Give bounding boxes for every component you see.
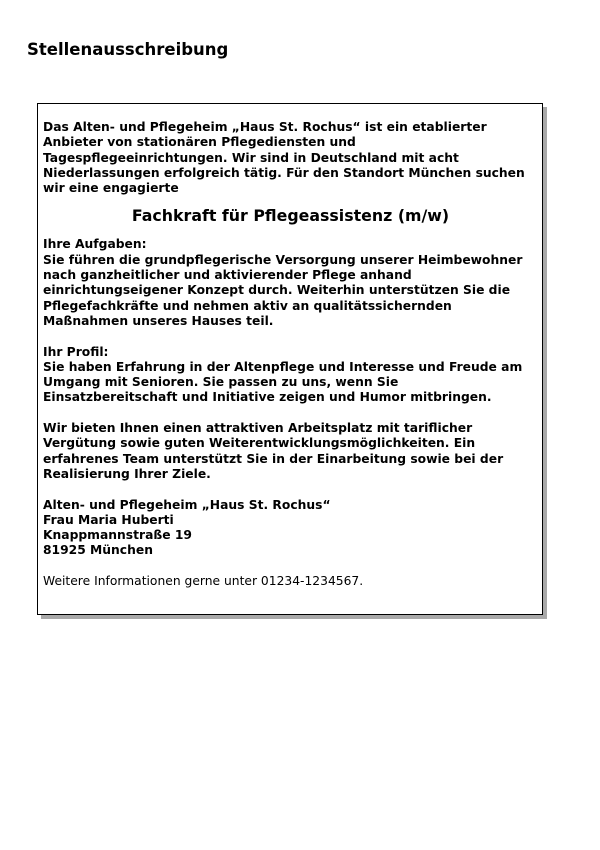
tasks-line: Maßnahmen unseres Hauses teil. xyxy=(43,313,274,328)
intro-line: Anbieter von stationären Pflegediensten und xyxy=(43,135,356,150)
intro-line: Tagespflegeeinrichtungen. Wir sind in Deutschland mit acht xyxy=(43,150,459,165)
profile-line: Einsatzbereitschaft und Initiative zeigen und Humor mitbringen. xyxy=(43,390,492,405)
offer-line: Vergütung sowie guten Weiterentwicklungsmöglichkeiten. Ein xyxy=(43,436,476,451)
job-title: Fachkraft für Pflegeassistenz (m/w) xyxy=(131,206,450,226)
offer-line: Realisierung Ihrer Ziele. xyxy=(43,466,211,481)
tasks-line: Pflegefachkräfte und nehmen aktiv an qualitätssichernden xyxy=(43,298,452,313)
spacer xyxy=(43,482,538,497)
contact-organization: Alten- und Pflegeheim „Haus St. Rochus“ xyxy=(43,497,331,512)
tasks-heading: Ihre Aufgaben: xyxy=(43,237,147,252)
spacer xyxy=(43,559,538,574)
job-ad-box xyxy=(37,103,543,615)
intro-line: wir eine engagierte xyxy=(43,181,179,196)
tasks-line: einrichtungseigener Konzept durch. Weiterhin unterstützen Sie die xyxy=(43,283,511,298)
contact-address xyxy=(43,498,538,559)
offer-line: erfahrenes Team unterstützt Sie in der Einarbeitung sowie bei der xyxy=(43,451,504,466)
spacer xyxy=(43,406,538,421)
tasks-section xyxy=(43,237,538,329)
profile-line: Sie haben Erfahrung in der Altenpflege und Interesse und Freude am xyxy=(43,359,523,374)
intro-line: Das Alten- und Pflegeheim „Haus St. Rochus“ ist ein etablierter xyxy=(43,120,487,134)
spacer xyxy=(43,329,538,344)
contact-person: Frau Maria Huberti xyxy=(43,512,174,527)
tasks-line: Sie führen die grundpflegerische Versorgung unserer Heimbewohner xyxy=(43,252,523,267)
tasks-line: nach ganzheitlicher und aktivierender Pflege anhand xyxy=(43,268,412,283)
contact-city: 81925 München xyxy=(43,543,153,558)
profile-line: Umgang mit Senioren. Sie passen zu uns, wenn Sie xyxy=(43,375,399,390)
intro-line: Niederlassungen erfolgreich tätig. Für den Standort München suchen xyxy=(43,165,525,180)
intro-paragraph xyxy=(43,120,538,196)
contact-street: Knappmannstraße 19 xyxy=(43,528,192,543)
footer-note: Weitere Informationen gerne unter 01234-1234567. xyxy=(43,574,364,589)
offer-section xyxy=(43,421,538,482)
page-title: Stellenausschreibung xyxy=(27,40,229,59)
profile-section xyxy=(43,345,538,406)
profile-heading: Ihr Profil: xyxy=(43,344,109,359)
offer-line: Wir bieten Ihnen einen attraktiven Arbeitsplatz mit tariflicher xyxy=(43,421,473,436)
